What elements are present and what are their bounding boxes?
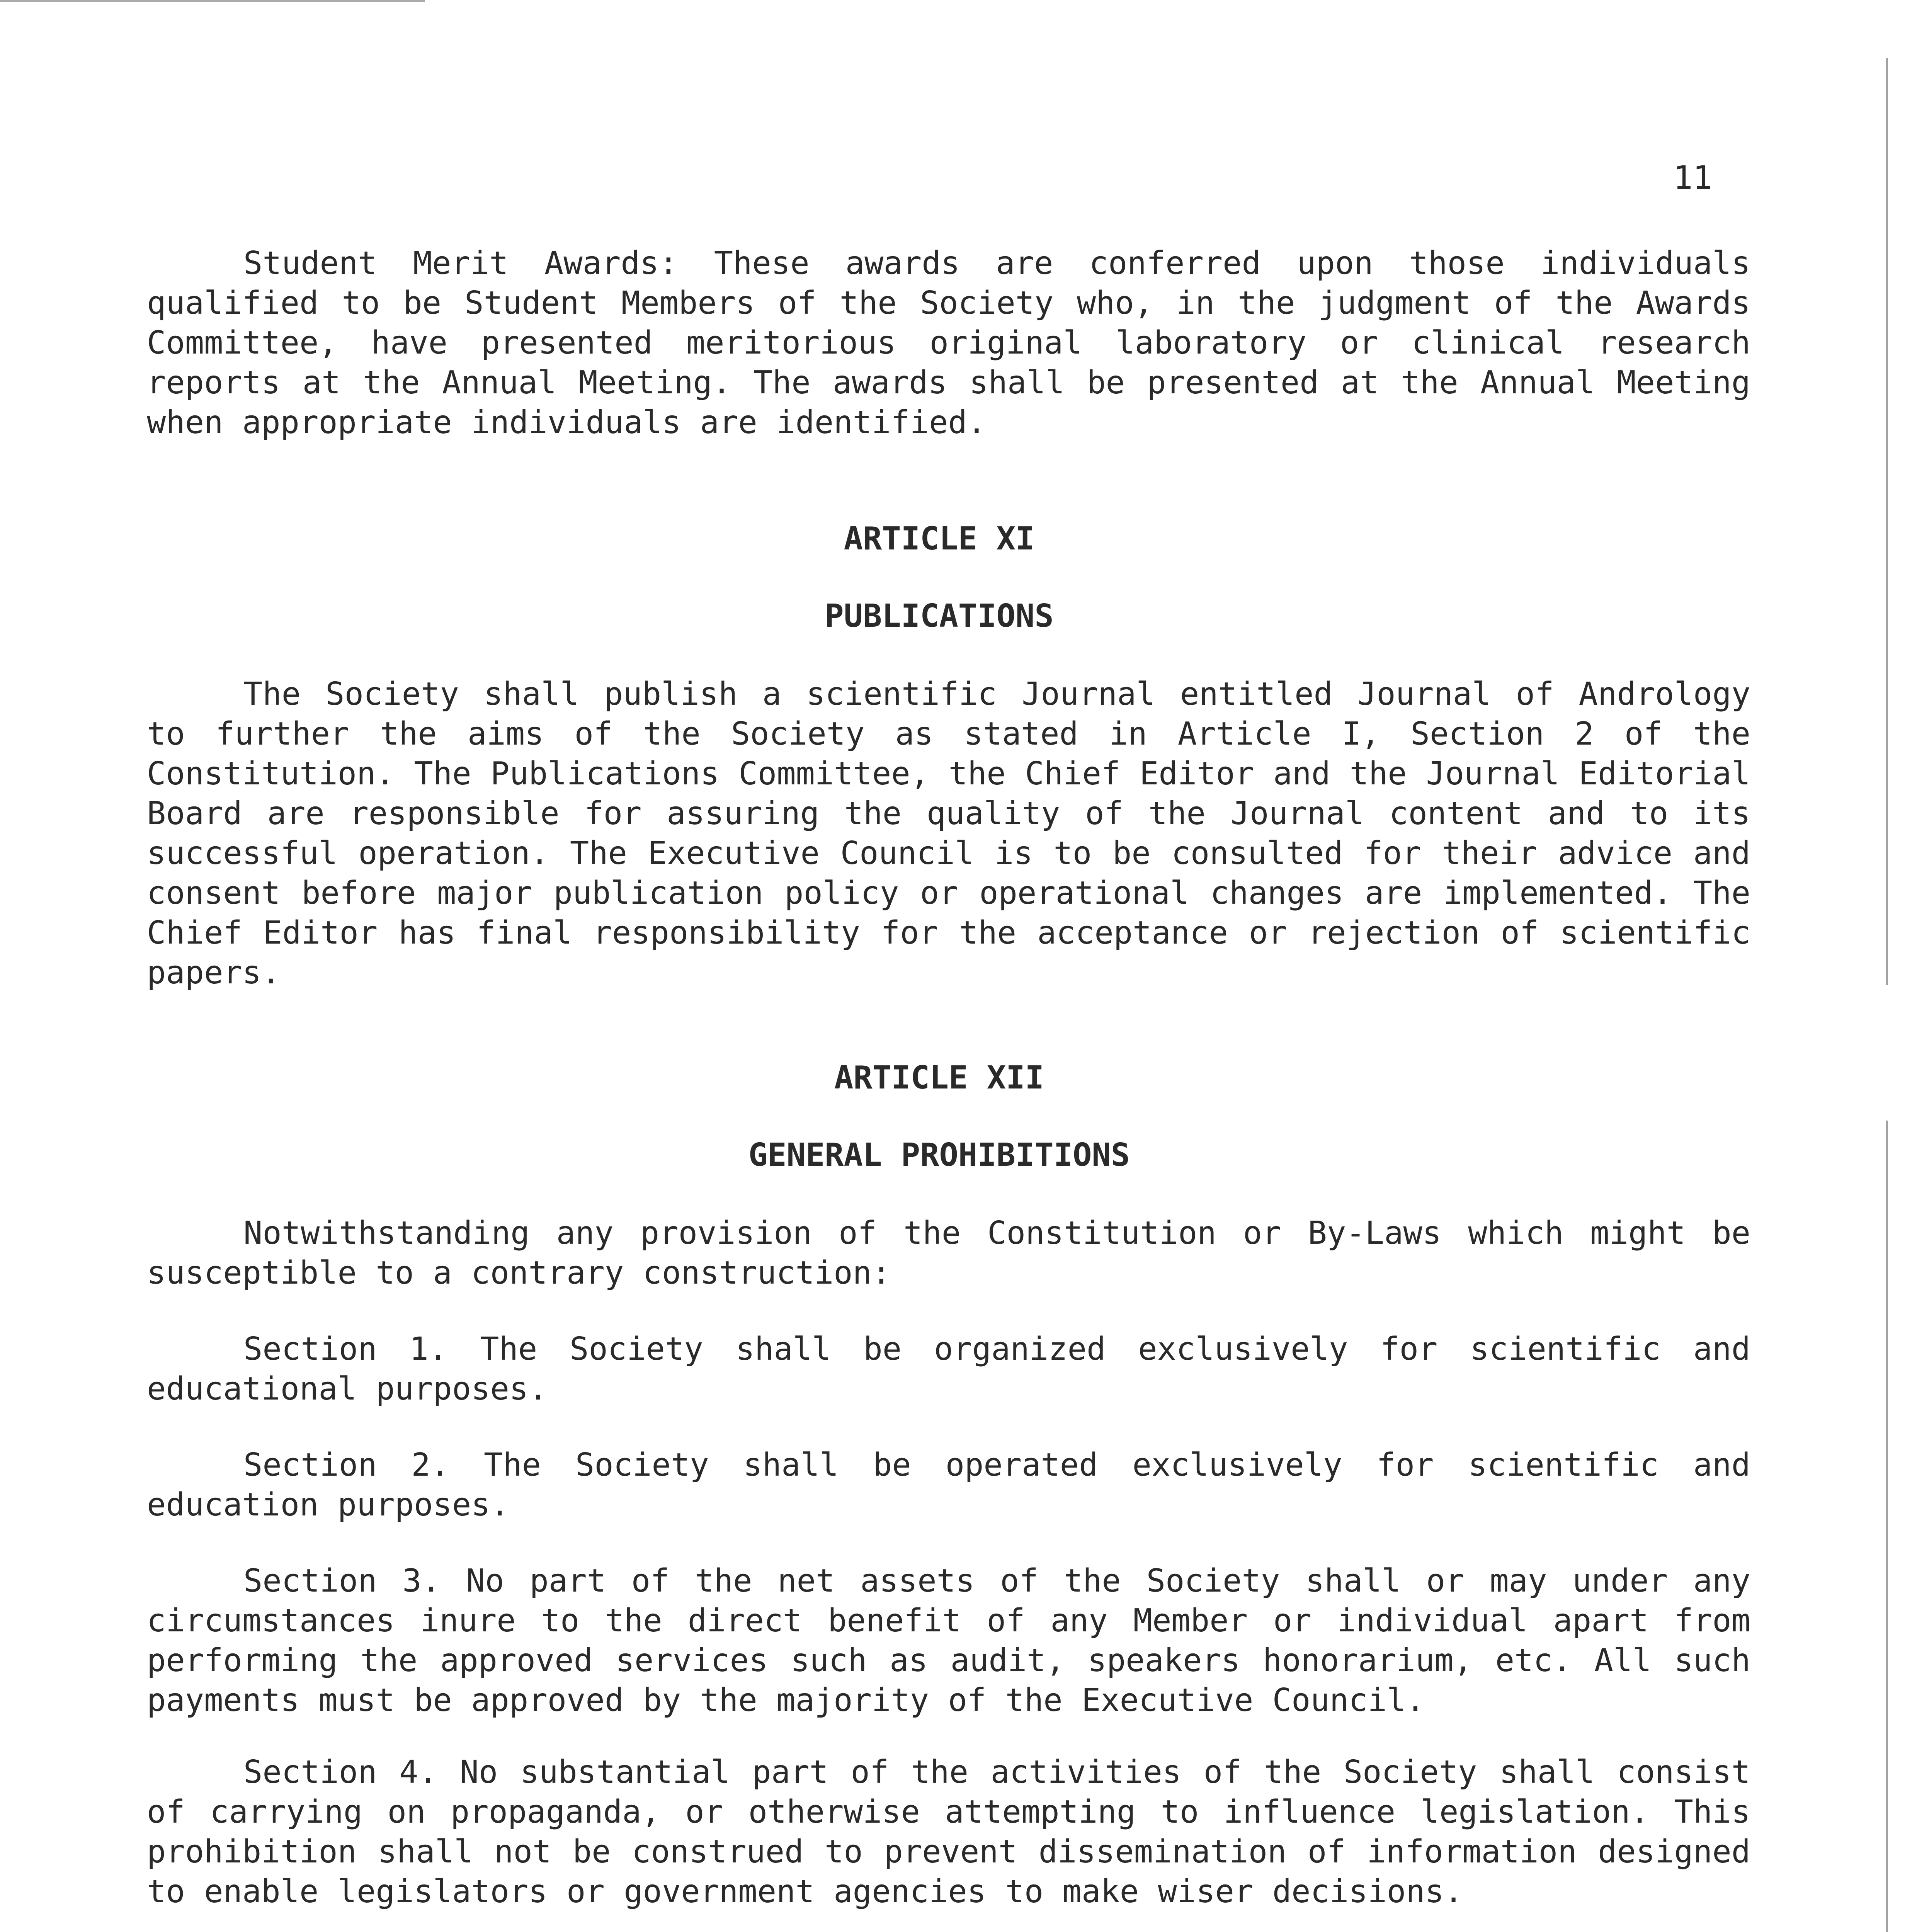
article-xii-section-2: Section 2. The Society shall be operated exclusively for scientific and education purposes. bbox=[147, 1447, 1750, 1523]
article-xi-paragraph: The Society shall publish a scientific Journal entitled Journal of Andrology to further the aims of the Society as stated in Article I, Section 2 of the Constitution. The Publications Committee, the Chief Editor and the Journal Editorial Board are responsible for assuring the quality of the Journal content and to its successful operation. The Executive Council is to be consulted for their advice and consent before major publication policy or operational changes are implemented. The Chief Editor has final responsibility for the acceptance or rejection of scientific papers. bbox=[147, 676, 1750, 991]
article-xii-section-3: Section 3. No part of the net assets of the Society shall or may under any circumstances inure to the direct benefit of any Member or individual apart from performing the approved services such as audit, speakers honorarium, etc. All such payments must be approved by the majority of the Executive Council. bbox=[147, 1563, 1750, 1719]
article-xii-section-1: Section 1. The Society shall be organized exclusively for scientific and educational purposes. bbox=[147, 1331, 1750, 1407]
scan-edge-top bbox=[0, 0, 425, 2]
article-xii-number: ARTICLE XII bbox=[834, 1060, 1044, 1096]
student-merit-awards-paragraph: Student Merit Awards: These awards are conferred upon those individuals qualified to be Student Members of the Society who, in the judgment of the Awards Committee, have presented meritorious original laboratory or clinical research reports at the Annual Meeting. The awards shall be presented at the Annual Meeting when appropriate individuals are identified. bbox=[147, 245, 1750, 441]
page-number: 11 bbox=[1673, 159, 1713, 197]
article-xi-title: PUBLICATIONS bbox=[825, 598, 1054, 634]
article-xii-intro: Notwithstanding any provision of the Constitution or By-Laws which might be susceptible to a contrary construction: bbox=[147, 1215, 1750, 1291]
article-xi-number: ARTICLE XI bbox=[844, 520, 1035, 557]
article-xii-title: GENERAL PROHIBITIONS bbox=[748, 1137, 1130, 1173]
scan-edge-right-upper bbox=[1886, 58, 1888, 985]
article-xii-section-4: Section 4. No substantial part of the activities of the Society shall consist of carrying on propaganda, or otherwise attempting to influence legislation. This prohibition shall not be construed to prevent dissemination of information designed to enable legislators or government agencies to make wiser decisions. bbox=[147, 1754, 1750, 1910]
scan-edge-right-lower bbox=[1886, 1121, 1888, 1932]
